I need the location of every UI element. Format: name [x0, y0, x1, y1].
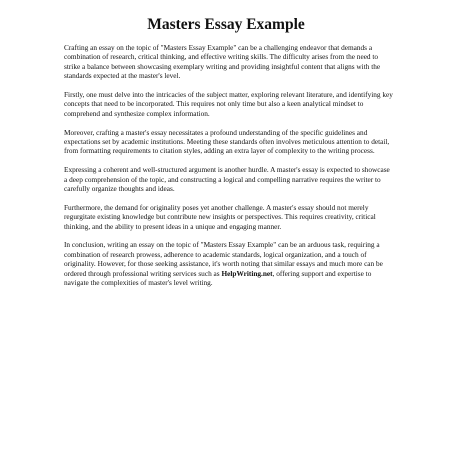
paragraph-argument: Expressing a coherent and well-structured argument is another hurdle. A master's essay is expected to showcase a deep comprehension of the topic, and constructing a logical and compelling narrative requires the writer to carefully organize thoughts and ideas. — [64, 165, 390, 194]
conclusion-text-end: , offering support and expertise to navigate the complexities of master's level writing. — [64, 268, 372, 288]
paragraph-conclusion — [64, 240, 394, 287]
paragraph-intro: Crafting an essay on the topic of "Masters Essay Example" can be a challenging endeavor that demands a combination of research, critical thinking, and effective writing skills. The difficulty arises from the need to strike a balance between showcasing exemplary writing and providing insightful content that aligns with the standards expected at the master's level. — [64, 43, 381, 81]
essay-body — [64, 43, 394, 297]
paragraph-subject-matter: Firstly, one must delve into the intricacies of the subject matter, exploring relevant literature, and identifying key concepts that need to be incorporated. This requires not only time but also a keen analytical mindset to comprehend and synthesize complex information. — [64, 90, 393, 118]
service-name: HelpWriting.net — [221, 268, 273, 278]
conclusion-text-start: In conclusion, writing an essay on the topic of "Masters Essay Example" can be an arduous task, requiring a combination of research prowess, adherence to academic standards, logical organization, and a touch of originality. However, for those seeking assistance, it's worth noting that similar essays and much more can be ordered through professional writing services such as — [64, 240, 383, 278]
paragraph-originality: Furthermore, the demand for originality poses yet another challenge. A master's essay should not merely regurgitate existing knowledge but contribute new insights or perspectives. This requires creativity, critical thinking, and the ability to present ideas in a unique and engaging manner. — [64, 202, 376, 231]
page-title: Masters Essay Example — [147, 16, 305, 33]
paragraph-guidelines: Moreover, crafting a master's essay necessitates a profound understanding of the specific guidelines and expectations set by academic institutions. Meeting these standards often involves meticulous attention to detail, from formatting requirements to citation styles, adding an extra layer of complexity to the writing process. — [64, 127, 390, 156]
